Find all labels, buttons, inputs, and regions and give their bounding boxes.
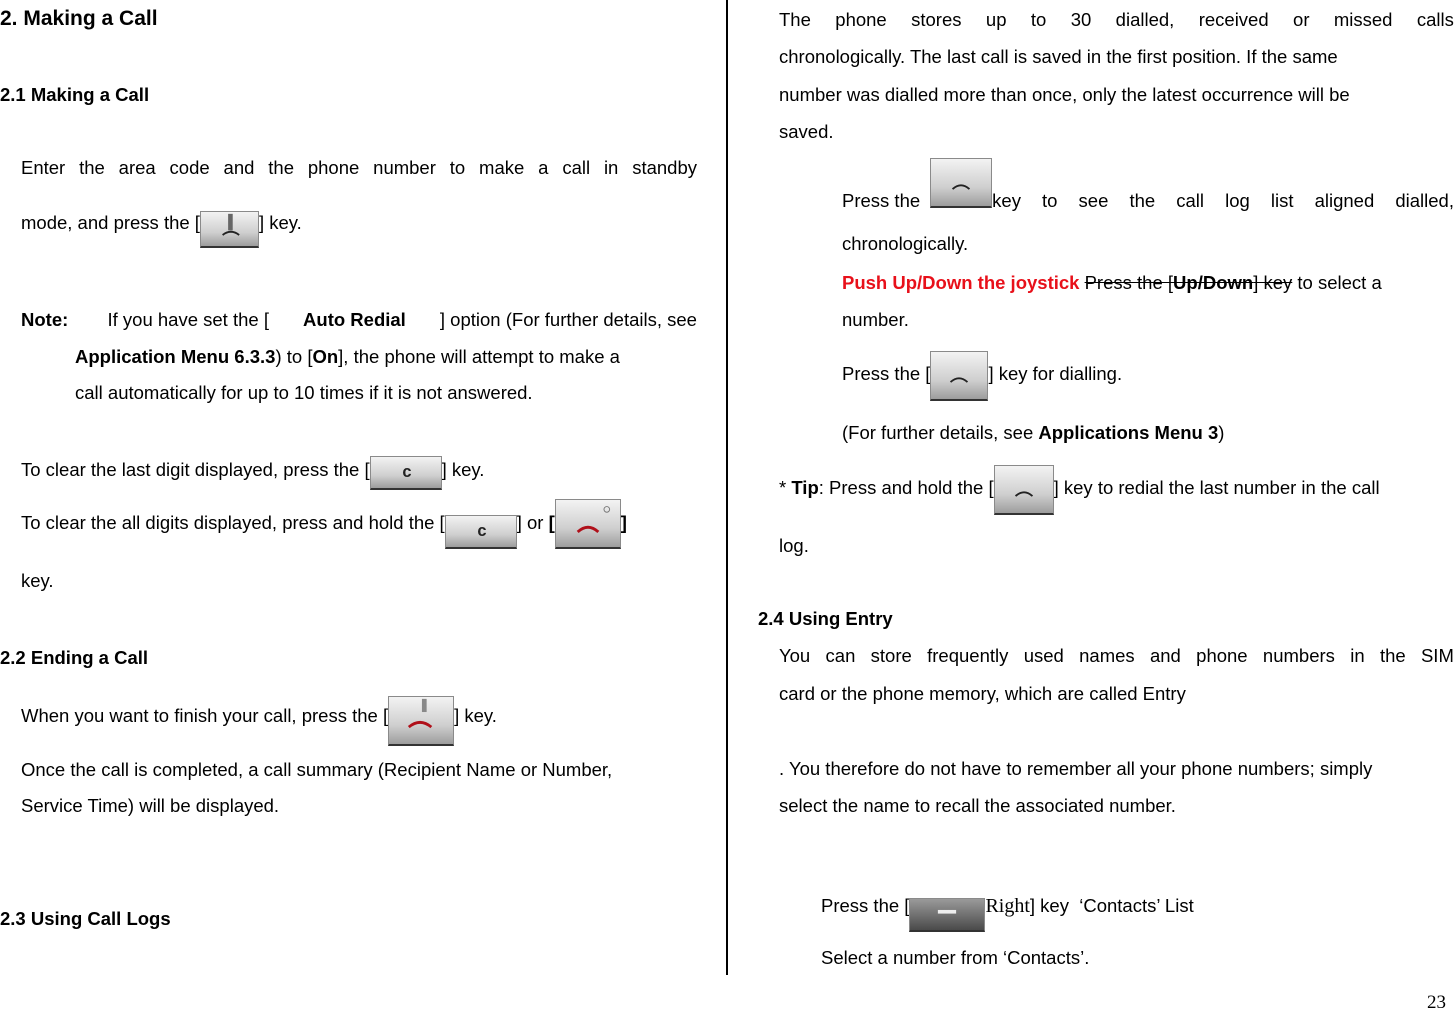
call-log-bullet2-line2: number. <box>842 309 909 330</box>
text: ] or <box>516 512 549 533</box>
text: * <box>779 477 792 498</box>
text: Press the [ <box>1084 272 1174 293</box>
word: list <box>1270 190 1294 211</box>
section-heading-2-1: 2.1 Making a Call <box>0 84 150 105</box>
text: to select a <box>1292 272 1382 293</box>
word: and <box>223 157 255 178</box>
call-log-intro-line4: saved. <box>779 121 834 142</box>
word: received <box>1198 9 1269 30</box>
word: up <box>985 9 1007 30</box>
entry-bullet2: Select a number from ‘Contacts’. <box>821 947 1090 968</box>
text: ) <box>1218 422 1225 443</box>
text: Press the [ <box>842 363 931 384</box>
clear-c-key-icon <box>370 456 442 490</box>
right-key-label: Right <box>985 895 1030 917</box>
call-summary-line1: Once the call is completed, a call summary (Recipient Name or Number, <box>21 759 613 780</box>
word: code <box>169 157 210 178</box>
text: ] key ‘Contacts’ List <box>1029 895 1194 916</box>
word: or <box>1293 9 1310 30</box>
clear-all-digits-line2: key. <box>21 570 54 591</box>
word: missed <box>1333 9 1393 30</box>
word: the <box>1379 645 1406 666</box>
word: number <box>373 157 436 178</box>
word: standby <box>632 157 697 178</box>
column-divider <box>726 0 728 975</box>
call-log-intro-line2: chronologically. The last call is saved in the first position. If the same <box>779 46 1338 67</box>
word: stores <box>911 9 962 30</box>
on-term: On <box>312 346 339 367</box>
word: You <box>779 645 811 666</box>
clear-c-key-icon <box>445 515 517 549</box>
word: area <box>118 157 156 178</box>
svg-text:c: c <box>401 463 412 482</box>
text: ] key. <box>258 212 302 233</box>
word: numbers <box>1262 645 1335 666</box>
section-heading-2-2: 2.2 Ending a Call <box>0 647 149 668</box>
text: (For further details, see <box>842 422 1039 443</box>
chapter-heading: 2. Making a Call <box>0 7 158 30</box>
word: see <box>1078 190 1109 211</box>
text: ] key. <box>454 705 497 726</box>
text: [ <box>548 512 555 533</box>
text: ] <box>620 512 627 533</box>
bullet1-words <box>992 190 1454 212</box>
svg-text:c: c <box>477 522 487 541</box>
word: The <box>779 9 811 30</box>
word: to <box>449 157 466 178</box>
call-send-key-icon <box>994 465 1054 515</box>
text: mode, and press the [ <box>21 212 200 233</box>
text: When you want to finish your call, press the [ <box>21 705 389 726</box>
word: call <box>1176 190 1205 211</box>
word: log <box>1225 190 1250 211</box>
tip-line2: log. <box>779 535 809 556</box>
section-heading-2-4: 2.4 Using Entry <box>758 608 893 629</box>
word: calls <box>1416 9 1454 30</box>
call-log-bullet1-line2: chronologically. <box>842 233 969 254</box>
page-number: 23 <box>1427 992 1446 1013</box>
word: make <box>479 157 525 178</box>
revision-deleted-text <box>1085 272 1293 293</box>
word: dialled, <box>1395 190 1454 211</box>
entry-bullet1 <box>821 880 1194 932</box>
call-send-key-icon <box>200 211 259 248</box>
call-send-key-icon <box>930 158 992 208</box>
text: ] key <box>1253 272 1293 293</box>
text: ], the phone will attempt to make a <box>338 346 620 367</box>
word: aligned <box>1314 190 1375 211</box>
entry-line4: select the name to recall the associated number. <box>779 795 1176 816</box>
word: store <box>870 645 912 666</box>
text: If you have set the [ <box>102 309 269 330</box>
word: to <box>1042 190 1058 211</box>
text: ) to [ <box>275 346 313 367</box>
revision-insert-text: Push Up/Down the joystick <box>842 272 1080 293</box>
word: SIM <box>1420 645 1454 666</box>
call-summary-line2: Service Time) will be displayed. <box>21 795 280 816</box>
word: call <box>562 157 591 178</box>
note-line1 <box>21 309 697 331</box>
call-log-bullet1-line1 <box>842 160 1454 212</box>
note-line3: call automatically for up to 10 times if it is not answered. <box>75 382 533 403</box>
word: dialled, <box>1115 9 1175 30</box>
text: To clear the all digits displayed, press and hold the [ <box>21 512 445 533</box>
entry-line2: card or the phone memory, which are called Entry <box>779 683 1186 704</box>
word: and <box>1149 645 1181 666</box>
text: To clear the last digit displayed, press the [ <box>21 459 370 480</box>
word: Enter <box>21 157 66 178</box>
call-log-bullet3-line1 <box>842 347 1122 401</box>
text: ] key. <box>441 459 485 480</box>
word: frequently <box>927 645 1009 666</box>
word: phone <box>307 157 360 178</box>
word: 30 <box>1070 9 1092 30</box>
text: : Press and hold the [ <box>818 477 994 498</box>
tip-label: Tip <box>791 477 819 498</box>
word: key <box>992 190 1021 211</box>
section-heading-2-3: 2.3 Using Call Logs <box>0 908 171 929</box>
auto-redial-term: Auto Redial <box>303 309 406 330</box>
word: a <box>538 157 549 178</box>
end-call-key-icon <box>388 696 454 746</box>
text: Press the [ <box>821 895 910 916</box>
word: in <box>603 157 619 178</box>
call-log-bullet3-note <box>842 422 1224 444</box>
menu-reference: Application Menu 6.3.3 <box>75 346 276 367</box>
soft-key-right-icon <box>909 898 985 932</box>
word: in <box>1350 645 1365 666</box>
call-log-bullet2-line1 <box>842 272 1382 294</box>
text: ] key for dialling. <box>988 363 1123 384</box>
clear-last-digit-line <box>21 450 484 490</box>
word: names <box>1079 645 1135 666</box>
entry-line1 <box>779 645 1454 667</box>
note-line2 <box>75 346 620 368</box>
word: the <box>79 157 105 178</box>
word: phone <box>835 9 887 30</box>
text: ] option (For further details, see <box>439 309 697 330</box>
call-log-intro-line3: number was dialled more than once, only the latest occurrence will be <box>779 84 1350 105</box>
word: to <box>1030 9 1047 30</box>
end-call-line <box>21 686 497 746</box>
word: the <box>268 157 294 178</box>
word: phone <box>1196 645 1248 666</box>
paragraph-standby-line1 <box>21 157 697 179</box>
word: used <box>1023 645 1064 666</box>
end-call-key-icon <box>555 499 621 549</box>
paragraph-standby-line2 <box>21 198 302 248</box>
word: the <box>1129 190 1156 211</box>
text: ] key to redial the last number in the call <box>1053 477 1380 498</box>
tip-line1 <box>779 461 1380 515</box>
text: Press the <box>842 190 921 211</box>
word: can <box>825 645 856 666</box>
call-send-key-icon <box>930 351 988 401</box>
call-log-intro-line1 <box>779 9 1454 31</box>
entry-line3: . You therefore do not have to remember all your phone numbers; simply <box>779 758 1373 779</box>
menu-reference: Applications Menu 3 <box>1038 422 1219 443</box>
note-label: Note: <box>21 309 69 330</box>
clear-all-digits-line <box>21 497 697 549</box>
text: Up/Down <box>1173 272 1254 293</box>
